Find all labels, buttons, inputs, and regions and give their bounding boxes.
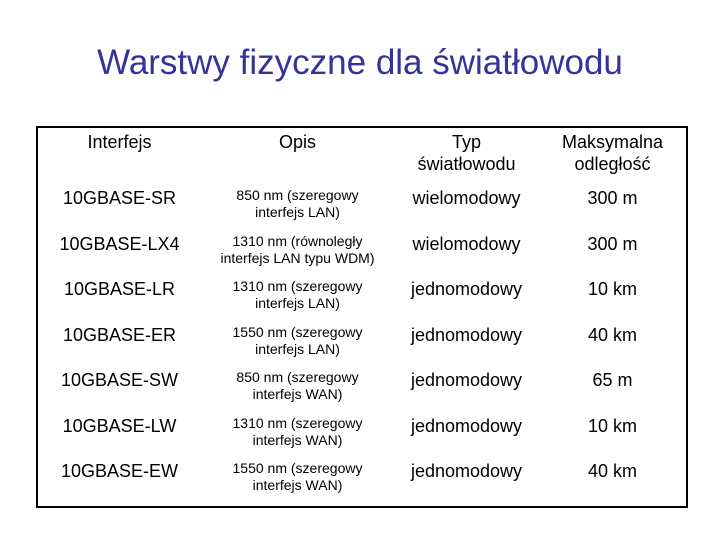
header-interface: Interfejs — [87, 132, 152, 152]
cell-interface: 10GBASE-LW — [62, 415, 177, 436]
header-description: Opis — [278, 132, 316, 152]
cell-fiber-type: wielomodowy — [412, 188, 521, 208]
header-max-distance: Maksymalna odległość — [561, 132, 664, 174]
cell-max-distance: 65 m — [592, 370, 633, 390]
table-row — [37, 369, 687, 415]
cell-interface: 10GBASE-LX4 — [59, 233, 180, 254]
cell-interface: 10GBASE-SR — [62, 188, 177, 208]
cell-max-distance: 40 km — [587, 461, 638, 481]
cell-max-distance: 300 m — [587, 188, 638, 208]
table-row — [37, 324, 687, 370]
cell-max-distance: 300 m — [587, 233, 638, 254]
cell-description: 1310 nm (szeregowy interfejs LAN) — [232, 278, 363, 311]
cell-description: 1550 nm (szeregowy interfejs WAN) — [232, 460, 363, 493]
cell-description: 1310 nm (szeregowy interfejs WAN) — [232, 414, 363, 448]
table-row — [37, 233, 687, 279]
table-row — [37, 278, 687, 324]
cell-max-distance: 10 km — [587, 415, 638, 436]
table-row — [37, 415, 687, 461]
cell-description: 850 nm (szeregowy interfejs LAN) — [236, 187, 359, 220]
header-fiber-type: Typ światłowodu — [417, 132, 516, 174]
cell-fiber-type: wielomodowy — [412, 233, 521, 254]
cell-fiber-type: jednomodowy — [410, 370, 523, 390]
cell-fiber-type: jednomodowy — [410, 461, 523, 481]
cell-max-distance: 40 km — [587, 324, 638, 345]
cell-interface: 10GBASE-EW — [60, 461, 179, 481]
cell-fiber-type: jednomodowy — [410, 279, 523, 299]
cell-max-distance: 10 km — [587, 279, 638, 299]
table-header-row — [37, 127, 687, 187]
table-row — [37, 460, 687, 507]
cell-interface: 10GBASE-SW — [60, 370, 179, 390]
slide-title: Warstwy fizyczne dla światłowodu — [97, 43, 623, 82]
cell-description: 850 nm (szeregowy interfejs WAN) — [236, 369, 359, 402]
cell-interface: 10GBASE-LR — [63, 279, 176, 299]
fiber-physical-layers-table — [36, 126, 688, 508]
cell-description: 1550 nm (szeregowy interfejs LAN) — [232, 323, 363, 357]
cell-description: 1310 nm (równoległy interfejs LAN typu WDM) — [220, 232, 375, 266]
cell-fiber-type: jednomodowy — [410, 415, 523, 436]
cell-fiber-type: jednomodowy — [410, 324, 523, 345]
cell-interface: 10GBASE-ER — [62, 324, 177, 345]
table-row — [37, 187, 687, 233]
